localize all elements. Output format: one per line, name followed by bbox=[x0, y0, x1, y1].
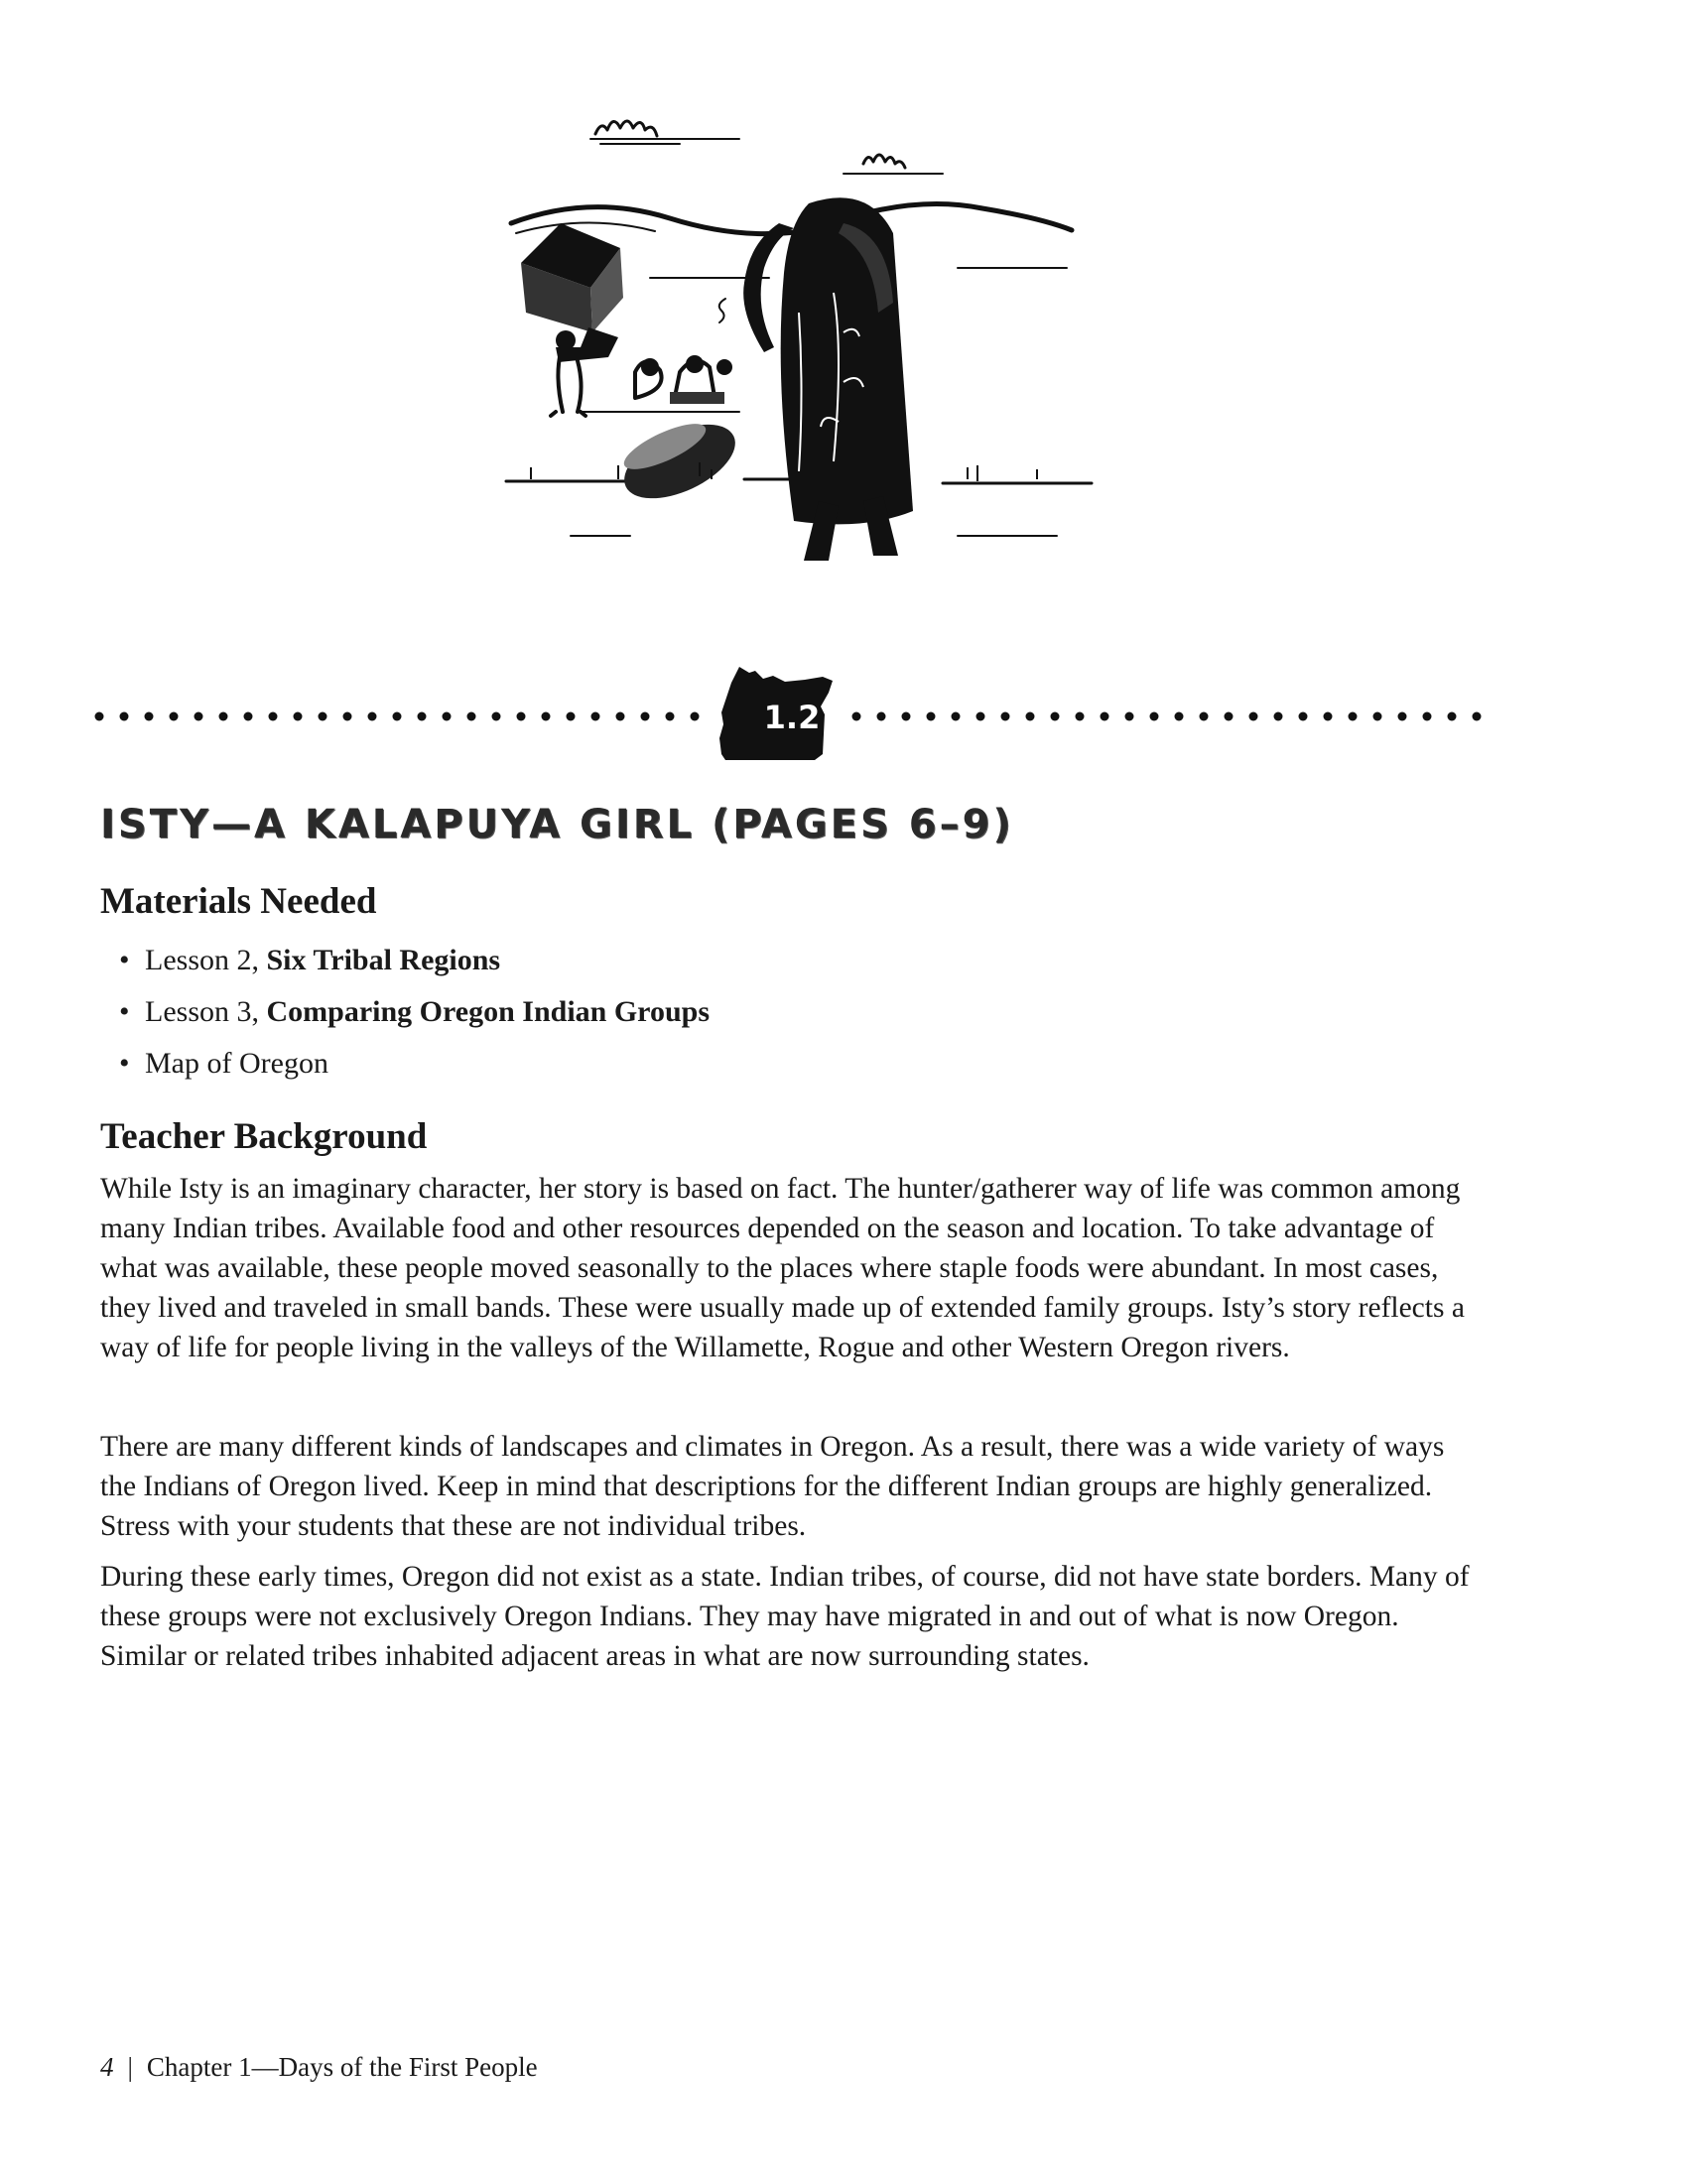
background-paragraph: During these early times, Oregon did not exist as a state. Indian tribes, of course, did not have state borders. Many of these groups were not exclusively Oregon Indians. They may have migrated in and out of what is now Oregon. Similar or related tribes inhabited adjacent areas in what are now surrounding states. bbox=[100, 1561, 1470, 1672]
footer-separator: | bbox=[127, 2052, 133, 2082]
list-item bbox=[119, 935, 710, 986]
page-footer bbox=[100, 2052, 538, 2083]
list-item-prefix: Map of Oregon bbox=[145, 1047, 328, 1080]
lesson-title: ISTY—A KALAPUYA GIRL (PAGES 6–9) bbox=[100, 802, 1014, 847]
list-item bbox=[119, 1038, 710, 1090]
list-item-bold: Six Tribal Regions bbox=[266, 944, 501, 976]
background-paragraph: While Isty is an imaginary character, her story is based on fact. The hunter/gatherer way of life was common among many Indian tribes. Available food and other resources depended on the season and location. To take advantage of what was available, these people moved seasonally to the places where staple foods were abundant. In most cases, they lived and traveled in small bands. These were usually made up of extended family groups. Isty’s story reflects a way of life for people living in the valleys of the Willamette, Rogue and other Western Oregon rivers. bbox=[100, 1173, 1465, 1363]
chapter-title: Chapter 1—Days of the First People bbox=[146, 2052, 538, 2082]
materials-list bbox=[119, 935, 710, 1090]
lesson-divider bbox=[94, 665, 1498, 764]
bullet-icon: • bbox=[119, 944, 130, 976]
page-number: 4 bbox=[100, 2052, 114, 2082]
list-item-prefix: Lesson 2, bbox=[145, 944, 267, 976]
list-item-prefix: Lesson 3, bbox=[145, 995, 267, 1028]
bullet-icon: • bbox=[119, 1047, 130, 1080]
bullet-icon: • bbox=[119, 995, 130, 1028]
kalapuya-village-illustration-icon bbox=[501, 84, 1097, 590]
list-item bbox=[119, 986, 710, 1038]
teacher-background-heading: Teacher Background bbox=[100, 1116, 428, 1157]
lesson-number: 1.2 bbox=[763, 699, 821, 736]
background-paragraph: There are many different kinds of landscapes and climates in Oregon. As a result, there was a wide variety of ways the Indians of Oregon lived. Keep in mind that descriptions for the different Indian groups are highly generalized. Stress with your students that these are not individual tribes. bbox=[100, 1431, 1445, 1542]
list-item-bold: Comparing Oregon Indian Groups bbox=[266, 995, 710, 1028]
materials-heading: Materials Needed bbox=[100, 881, 377, 922]
